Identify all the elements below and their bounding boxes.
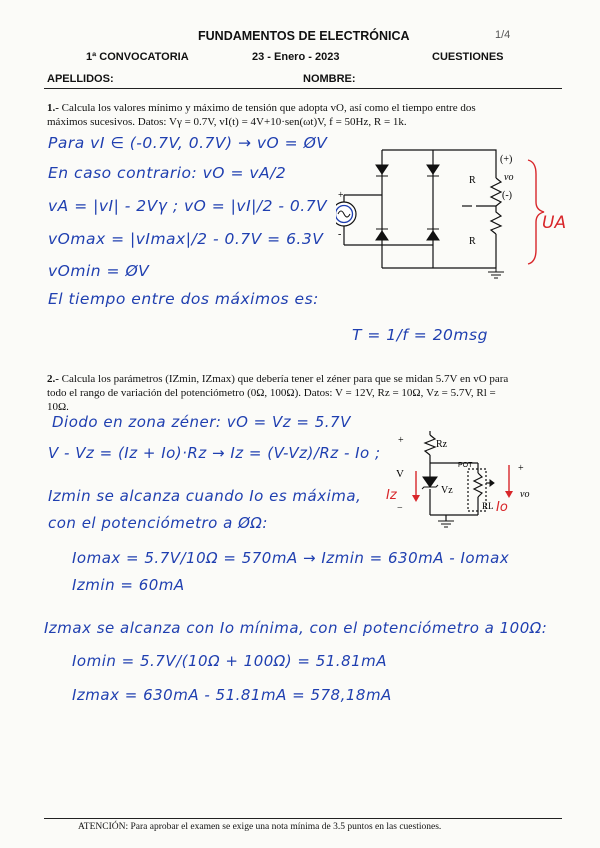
circuit-vo-label: vo — [504, 172, 514, 183]
q1-answer-2: En caso contrario: vO = vA/2 — [48, 164, 287, 182]
vz-label: Vz — [441, 485, 453, 496]
q2-answer-4: con el potenciómetro a ØΩ: — [48, 514, 268, 532]
page-number: 1/4 — [495, 29, 511, 41]
header-rule — [44, 88, 562, 89]
q2-answer-6: Izmin = 60mA — [72, 576, 185, 594]
section-label: CUESTIONES — [432, 51, 504, 63]
q2-line2: todo el rango de variación del potenciómetro (0Ω, 100Ω). Datos: V = 12V, Rz = 10Ω, Vz = 5.7V, Rl = — [47, 387, 496, 399]
footer-rule — [44, 818, 562, 819]
source-plus: + — [338, 190, 344, 201]
rz-label: Rz — [436, 439, 448, 450]
q1-answer-5: vOmin = ØV — [48, 262, 150, 280]
exam-title: FUNDAMENTOS DE ELECTRÓNICA — [198, 29, 410, 43]
supply-v-label: V — [396, 468, 404, 480]
q2-answer-1: Diodo en zona zéner: vO = Vz = 5.7V — [52, 413, 351, 431]
q1-number: 1.- — [47, 102, 59, 114]
circuit-out-plus: (+) — [500, 154, 513, 165]
zener-regulator-circuit — [386, 423, 536, 533]
apellidos-label: APELLIDOS: — [47, 73, 114, 85]
q1-answer-3: vA = |vI| - 2Vγ ; vO = |vI|/2 - 0.7V — [48, 197, 328, 215]
footer-note: ATENCIÓN: Para aprobar el examen se exige una nota mínima de 3.5 puntos en las cuestiones. — [78, 822, 442, 832]
q2-answer-3: Izmin se alcanza cuando Io es máxima, — [48, 487, 362, 505]
convocatoria: 1ª CONVOCATORIA — [86, 51, 189, 63]
q2-answer-8: Iomin = 5.7V/(10Ω + 100Ω) = 51.81mA — [72, 652, 388, 670]
q1-line1: Calcula los valores mínimo y máximo de tensión que adopta vO, así como el tiempo entre dos — [61, 102, 476, 114]
q2-statement — [47, 372, 508, 386]
supply-plus: + — [398, 435, 404, 446]
source-minus: - — [338, 229, 342, 240]
q2-line1: Calcula los parámetros (IZmin, IZmax) que debería tener el zéner para que se midan 5.7V en vO para — [61, 373, 509, 385]
circuit-r2-label: R — [469, 236, 476, 247]
q1-answer-6: El tiempo entre dos máximos es: — [48, 290, 319, 308]
q1-answer-4: vOmax = |vImax|/2 - 0.7V = 6.3V — [48, 230, 324, 248]
vo-label: vo — [520, 489, 530, 500]
nombre-label: NOMBRE: — [303, 73, 356, 85]
out-plus: + — [518, 463, 524, 474]
q1-answer-7: T = 1/f = 20msg — [352, 326, 488, 344]
va-label: UA — [542, 213, 566, 233]
pot-label: POT — [458, 462, 473, 469]
supply-minus: − — [397, 503, 403, 514]
q2-line3: 10Ω. — [47, 401, 69, 413]
circuit-r1-label: R — [469, 175, 476, 186]
q2-answer-5: Iomax = 5.7V/10Ω = 570mA → Izmin = 630mA - Iomax — [72, 549, 510, 567]
q2-answer-7: Izmax se alcanza con Io mínima, con el potenciómetro a 100Ω: — [44, 619, 548, 637]
q1-statement — [47, 101, 476, 115]
circuit-out-minus: (-) — [502, 190, 512, 201]
q1-answer-1: Para vI ∈ (-0.7V, 0.7V) → vO = ØV — [48, 134, 328, 152]
va-brace — [528, 160, 544, 264]
q1-line2: máximos sucesivos. Datos: Vγ = 0.7V, vI(t) = 4V+10·sen(ωt)V, f = 50Hz, R = 1k. — [47, 116, 407, 128]
q2-answer-9: Izmax = 630mA - 51.81mA = 578,18mA — [72, 686, 392, 704]
q2-answer-2: V - Vz = (Iz + Io)·Rz → Iz = (V-Vz)/Rz - Io ; — [48, 444, 381, 462]
iz-label: Iz — [386, 488, 397, 503]
q2-number: 2.- — [47, 373, 59, 385]
bridge-rectifier-circuit — [336, 140, 566, 280]
rl-label: RL — [482, 501, 494, 511]
exam-date: 23 - Enero - 2023 — [252, 51, 340, 63]
io-label: Io — [496, 500, 508, 515]
